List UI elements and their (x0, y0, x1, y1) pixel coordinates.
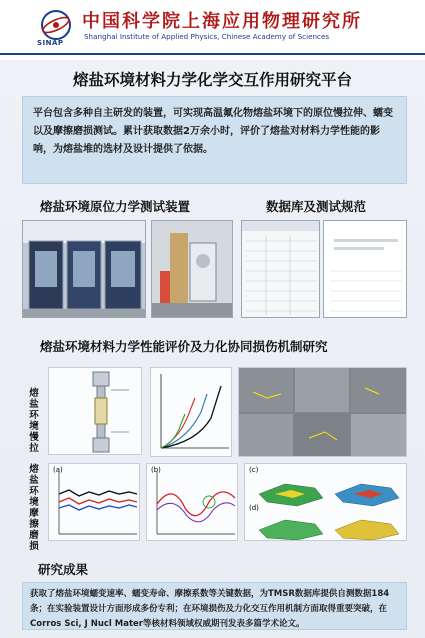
logo-text: SINAP (37, 39, 64, 47)
header (0, 0, 425, 52)
org-name-en: Shanghai Institute of Applied Physics, Chinese Academy of Sciences (84, 32, 330, 41)
intro-box (22, 96, 407, 184)
header-divider (0, 53, 425, 55)
device-photo-2 (151, 220, 233, 318)
specimen-figure (48, 367, 142, 455)
database-screenshot-2 (323, 220, 407, 318)
section-title-device: 熔盐环境原位力学测试装置 (40, 199, 191, 214)
friction-plot-b (146, 463, 238, 541)
friction-plot-a (48, 463, 140, 541)
poster-title: 熔盐环境材料力学化学交互作用研究平台 (72, 71, 352, 89)
section-title-database: 数据库及测试规范 (266, 199, 367, 214)
results-box (22, 582, 407, 630)
panel-letter-b: (b) (151, 466, 161, 474)
section-title-results: 研究成果 (38, 562, 89, 577)
section-title-evaluation: 熔盐环境材料力学性能评价及力化协同损伤机制研究 (40, 339, 328, 354)
results-text: 获取了熔盐环境蠕变速率、蠕变寿命、摩擦系数等关键数据，为TMSR数据库提供自测数据184条；在实验装置设计方面形成多份专利；在环境损伤及力化交互作用机制方面取得重要突破，在Corros Sci, J Nucl Mater等核材料领域权威期刊发表多篇学术论文。 (30, 589, 390, 629)
intro-text: 平台包含多种自主研发的装置，可实现高温氟化物熔盐环境下的原位慢拉伸、蠕变以及摩擦磨损测试。累计获取数据2万余小时，评价了熔盐对材料力学性能的影响，为熔盐堆的选材及设计提供了依据。 (33, 108, 393, 155)
sem-images (238, 367, 407, 457)
database-screenshot-1 (241, 220, 320, 318)
side-label-friction: 熔盐环境摩擦磨损 (29, 464, 39, 552)
wear-surface-plots (244, 463, 407, 541)
panel-letter-d: (d) (249, 504, 259, 512)
panel-letter-a: (a) (53, 466, 63, 474)
org-name-cn: 中国科学院上海应用物理研究所 (82, 11, 362, 32)
stress-strain-figure (150, 367, 232, 457)
device-photo-1 (22, 220, 146, 318)
panel-letter-c: (c) (249, 466, 259, 474)
side-label-slow-tensile: 熔盐环境慢拉 (29, 388, 39, 454)
